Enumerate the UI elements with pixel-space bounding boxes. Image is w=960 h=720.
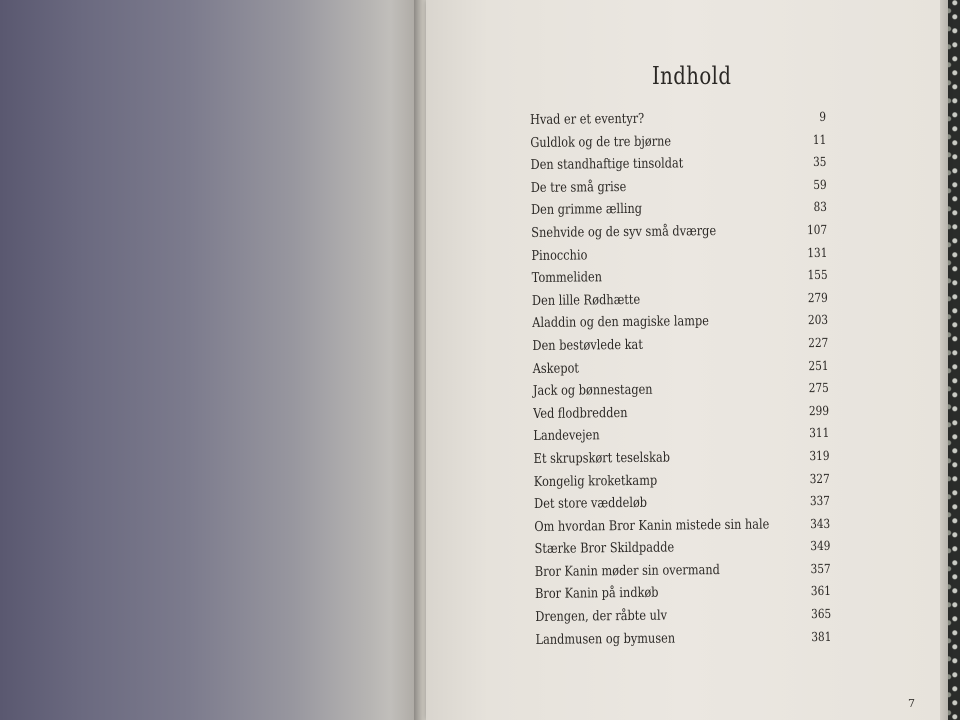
toc-entry (530, 109, 826, 135)
page-number: 7 (908, 697, 915, 710)
toc-entry-title: Den standhaftige tinsoldat (530, 155, 684, 174)
toc-entry-page: 83 (813, 199, 828, 215)
toc-entry-page: 275 (808, 380, 829, 396)
toc-entry-title: Askepot (532, 360, 580, 377)
toc-entry (530, 131, 826, 157)
toc-entry (532, 335, 828, 361)
toc-entry-page: 9 (819, 108, 827, 124)
toc-entry-title: Den grimme ælling (530, 201, 643, 219)
toc-entry-title: Om hvordan Bror Kanin mistede sin hale (534, 516, 770, 535)
toc-entry (531, 244, 827, 270)
toc-entry-page: 131 (807, 244, 828, 260)
toc-entry (534, 516, 830, 542)
toc-entry-page: 327 (809, 470, 830, 486)
toc-entry-title: Den bestøvlede kat (532, 336, 643, 354)
toc-entry (534, 470, 830, 496)
toc-entry-page: 227 (808, 334, 829, 351)
page-edge (940, 0, 948, 720)
toc-entry-title: Ved flodbredden (533, 404, 628, 422)
toc-entry (533, 357, 829, 383)
toc-entry-title: Stærke Bror Skildpadde (534, 539, 675, 558)
left-page (0, 0, 420, 720)
toc-entry-page: 311 (809, 425, 830, 441)
toc-entry (534, 493, 830, 519)
toc-entry-title: Drengen, der råbte ulv (535, 607, 668, 626)
toc-entry-page: 11 (812, 131, 827, 147)
toc-entry (535, 561, 831, 587)
toc-entry (534, 448, 830, 474)
toc-entry (533, 425, 829, 451)
toc-entry-page: 337 (809, 492, 831, 509)
toc-entry (532, 290, 828, 316)
toc-entry-page: 203 (808, 312, 829, 328)
toc-entry (535, 583, 831, 609)
toc-entry-title: Landmusen og bymusen (535, 630, 676, 648)
toc-entry-title: Den lille Rødhætte (531, 291, 641, 309)
toc-entry-title: Bror Kanin på indkøb (534, 585, 659, 603)
toc-entry-page: 251 (808, 357, 829, 373)
toc-entry-title: Guldlok og de tre bjørne (530, 133, 672, 151)
toc-entry (532, 267, 828, 293)
toc-entry-page: 361 (810, 583, 832, 599)
toc-entry (535, 606, 831, 632)
toc-entry (531, 199, 827, 225)
table-of-contents (530, 109, 832, 654)
toc-entry (534, 538, 830, 564)
toc-entry (530, 154, 826, 180)
toc-entry-page: 365 (811, 605, 832, 622)
toc-entry-title: Pinocchio (531, 246, 588, 264)
toc-entry-page: 343 (810, 515, 831, 531)
toc-entry-page: 349 (810, 538, 831, 554)
toc-entry-page: 155 (807, 267, 828, 283)
toc-entry-title: Aladdin og den magiske lampe (532, 313, 710, 332)
toc-entry-title: Snehvide og de syv små dværge (531, 223, 717, 241)
toc-entry-title: Hvad er et eventyr? (530, 110, 645, 128)
toc-entry-page: 381 (811, 628, 832, 644)
toc-entry-page: 107 (807, 221, 828, 238)
toc-entry-page: 299 (809, 402, 830, 418)
toc-entry (533, 380, 829, 406)
toc-entry-title: De tre små grise (530, 178, 627, 196)
toc-entry-title: Det store væddeløb (534, 494, 648, 513)
toc-entry (531, 177, 827, 203)
toc-entry-title: Bror Kanin møder sin overmand (534, 561, 720, 580)
toc-entry (533, 403, 829, 429)
toc-entry (535, 629, 831, 655)
toc-entry-page: 35 (813, 154, 827, 170)
toc-entry (531, 222, 827, 248)
toc-entry-title: Tommeliden (531, 269, 603, 287)
toc-entry (532, 312, 828, 338)
toc-entry-page: 319 (809, 447, 830, 463)
toc-entry-title: Kongelig kroketkamp (533, 472, 658, 490)
toc-entry-title: Landevejen (533, 427, 600, 445)
toc-entry-title: Et skrupskørt teselskab (533, 449, 671, 467)
toc-entry-page: 279 (807, 289, 829, 305)
toc-entry-page: 59 (813, 176, 827, 192)
toc-entry-title: Jack og bønnestagen (532, 381, 653, 400)
page-title: Indhold (652, 62, 732, 90)
right-page (426, 0, 942, 720)
toc-entry-page: 357 (810, 560, 831, 576)
